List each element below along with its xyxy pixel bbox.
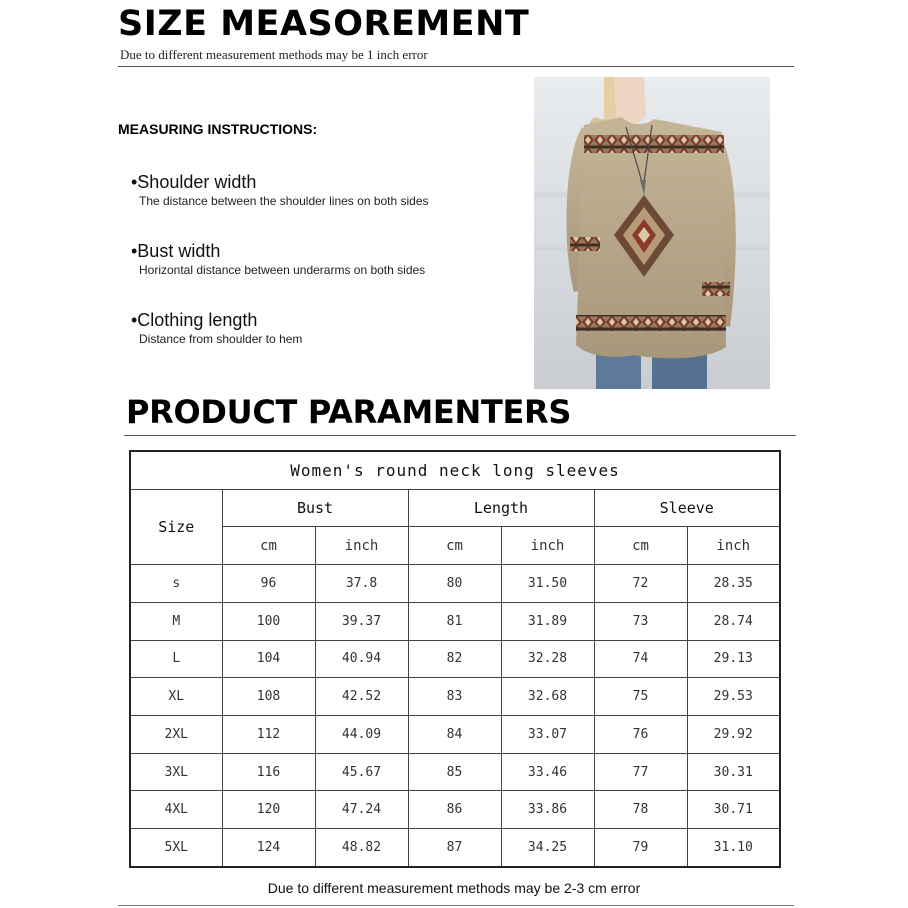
measurement-cell: 33.86 [501, 791, 594, 829]
measurement-cell: 32.68 [501, 678, 594, 716]
measurement-cell: 28.35 [687, 565, 780, 603]
size-column-header: Size [130, 489, 222, 564]
unit-header: inch [687, 527, 780, 565]
measurement-cell: 37.8 [315, 565, 408, 603]
measurement-cell: 85 [408, 753, 501, 791]
measurement-cell: 75 [594, 678, 687, 716]
measurement-cell: 44.09 [315, 716, 408, 754]
unit-header: cm [594, 527, 687, 565]
instruction-label: •Bust width [131, 241, 221, 261]
table-row [130, 565, 780, 603]
measurement-cell: 79 [594, 829, 687, 867]
measurement-cell: 31.10 [687, 829, 780, 867]
header-divider [118, 66, 794, 67]
table-row [130, 640, 780, 678]
size-cell: 2XL [130, 716, 222, 754]
product-photo [534, 77, 770, 389]
size-cell: 4XL [130, 791, 222, 829]
measurement-cell: 108 [222, 678, 315, 716]
measurement-cell: 77 [594, 753, 687, 791]
measurement-cell: 33.46 [501, 753, 594, 791]
measurement-cell: 86 [408, 791, 501, 829]
measurement-cell: 84 [408, 716, 501, 754]
measurement-cell: 112 [222, 716, 315, 754]
unit-header: inch [315, 527, 408, 565]
measurement-cell: 73 [594, 602, 687, 640]
table-caption-row [130, 451, 780, 489]
instructions-heading: MEASURING INSTRUCTIONS: [118, 121, 318, 137]
page-title: SIZE MEASOREMENT [118, 4, 530, 44]
measurement-cell: 47.24 [315, 791, 408, 829]
table-row [130, 829, 780, 867]
measurement-cell: 104 [222, 640, 315, 678]
table-group-header-row [130, 489, 780, 527]
table-row [130, 716, 780, 754]
footer-divider [118, 905, 794, 906]
measurement-cell: 116 [222, 753, 315, 791]
unit-header: cm [408, 527, 501, 565]
size-cell: 3XL [130, 753, 222, 791]
instruction-label: •Shoulder width [131, 172, 257, 192]
measurement-cell: 124 [222, 829, 315, 867]
measurement-cell: 32.28 [501, 640, 594, 678]
measurement-cell: 78 [594, 791, 687, 829]
measurement-cell: 29.92 [687, 716, 780, 754]
table-caption: Women's round neck long sleeves [130, 451, 780, 489]
unit-header: inch [501, 527, 594, 565]
measurement-cell: 33.07 [501, 716, 594, 754]
table-row [130, 678, 780, 716]
measurement-error-note: Due to different measurement methods may be 1 inch error [120, 47, 428, 62]
measurement-cell: 31.50 [501, 565, 594, 603]
measurement-cell: 39.37 [315, 602, 408, 640]
table-row [130, 791, 780, 829]
measurement-cell: 74 [594, 640, 687, 678]
measurement-cell: 120 [222, 791, 315, 829]
size-cell: XL [130, 678, 222, 716]
size-chart-table [129, 450, 781, 868]
instruction-label: •Clothing length [131, 310, 258, 330]
measurement-cell: 40.94 [315, 640, 408, 678]
size-cell: M [130, 602, 222, 640]
bust-column-header: Bust [222, 489, 408, 527]
section-title: PRODUCT PARAMENTERS [126, 393, 572, 431]
table-row [130, 753, 780, 791]
measurement-cell: 81 [408, 602, 501, 640]
size-cell: L [130, 640, 222, 678]
measurement-cell: 42.52 [315, 678, 408, 716]
section-divider [124, 435, 796, 436]
table-row [130, 602, 780, 640]
measurement-cell: 100 [222, 602, 315, 640]
measurement-cell: 83 [408, 678, 501, 716]
measurement-cell: 76 [594, 716, 687, 754]
instruction-clothing-length [131, 309, 302, 347]
measurement-cell: 29.13 [687, 640, 780, 678]
measurement-cell: 30.31 [687, 753, 780, 791]
measurement-cell: 82 [408, 640, 501, 678]
instruction-bust-width [131, 240, 425, 278]
measurement-cell: 29.53 [687, 678, 780, 716]
unit-header: cm [222, 527, 315, 565]
product-photo-illustration [534, 77, 770, 389]
instruction-description: Horizontal distance between underarms on both sides [139, 263, 426, 277]
instruction-description: The distance between the shoulder lines on both sides [139, 194, 429, 208]
measurement-cell: 87 [408, 829, 501, 867]
instruction-description: Distance from shoulder to hem [139, 332, 303, 346]
measurement-cell: 45.67 [315, 753, 408, 791]
length-column-header: Length [408, 489, 594, 527]
measurement-cell: 34.25 [501, 829, 594, 867]
measurement-cell: 30.71 [687, 791, 780, 829]
measurement-cell: 48.82 [315, 829, 408, 867]
measurement-cell: 31.89 [501, 602, 594, 640]
table-body [130, 565, 780, 867]
table-unit-header-row [130, 527, 780, 565]
instruction-shoulder-width [131, 171, 429, 209]
size-cell: s [130, 565, 222, 603]
measurement-cell: 96 [222, 565, 315, 603]
sleeve-column-header: Sleeve [594, 489, 780, 527]
measurement-cell: 80 [408, 565, 501, 603]
footer-error-note: Due to different measurement methods may be 2-3 cm error [267, 880, 641, 896]
size-cell: 5XL [130, 829, 222, 867]
measurement-cell: 72 [594, 565, 687, 603]
measurement-cell: 28.74 [687, 602, 780, 640]
